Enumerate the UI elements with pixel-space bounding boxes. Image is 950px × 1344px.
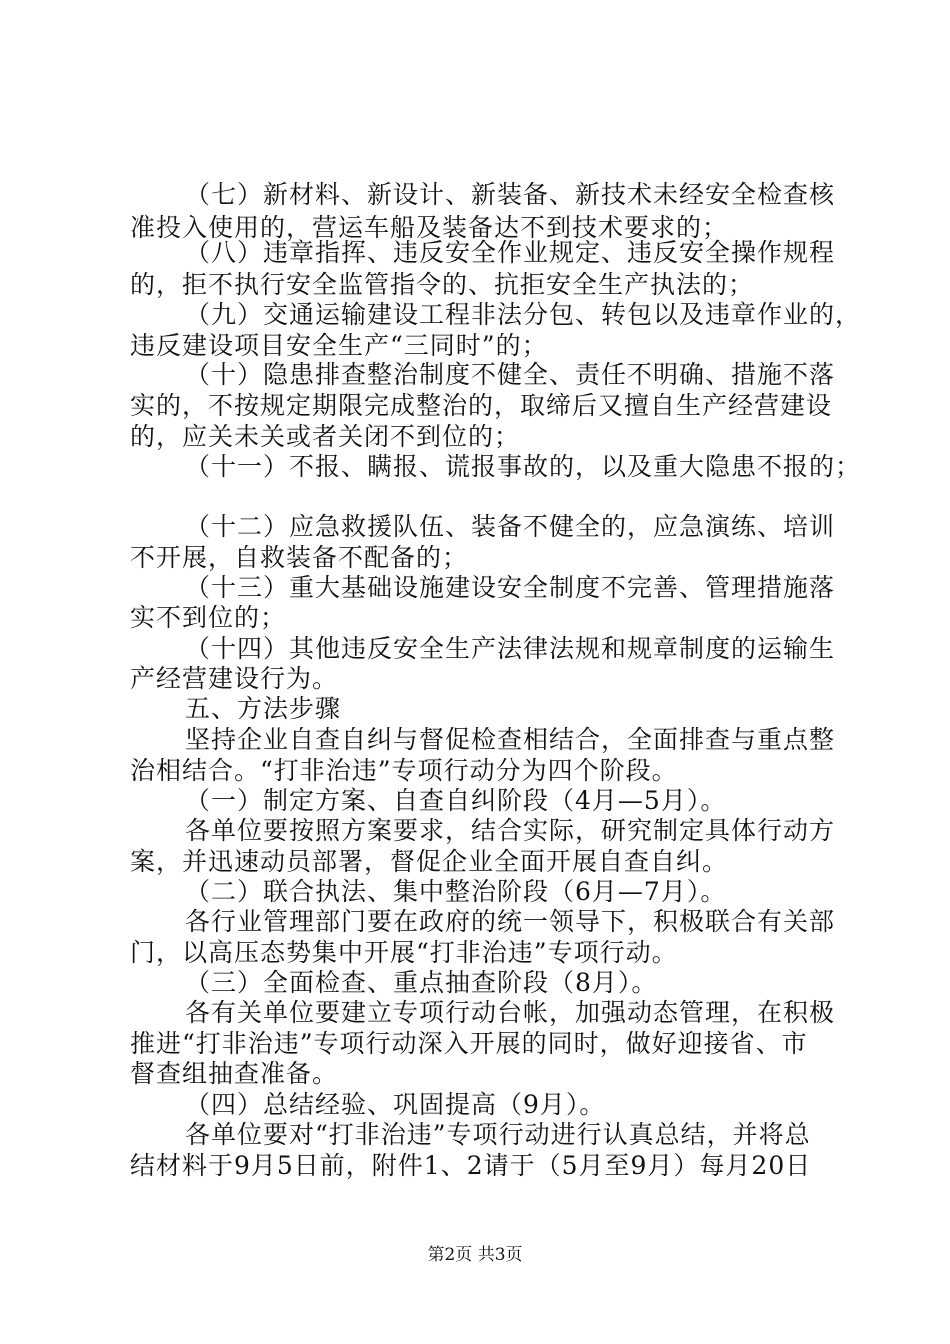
text-line: （七）新材料、新设计、新装备、新技术未经安全检查核 bbox=[185, 180, 836, 209]
text-line: 案，并迅速动员部署，督促企业全面开展自查自纠。 bbox=[130, 847, 729, 876]
text-line: 各有关单位要建立专项行动台帐，加强动态管理，在积极 bbox=[185, 998, 836, 1027]
text-line: （十一）不报、瞒报、谎报事故的，以及重大隐患不报的； bbox=[185, 452, 862, 481]
text-line: （四）总结经验、巩固提高（9月）。 bbox=[185, 1090, 606, 1119]
text-line: 各行业管理部门要在政府的统一领导下，积极联合有关部 bbox=[185, 907, 836, 936]
text-line: 治相结合。“打非治违”专项行动分为四个阶段。 bbox=[130, 756, 678, 785]
text-line: 推进“打非治违”专项行动深入开展的同时，做好迎接省、市 bbox=[130, 1029, 808, 1058]
text-line: 结材料于9月5日前，附件1、2请于（5月至9月）每月20日 bbox=[130, 1151, 812, 1180]
section-heading: 五、方法步骤 bbox=[185, 694, 342, 723]
text-line: 违反建设项目安全生产“三同时”的； bbox=[130, 331, 548, 360]
text-line: 实不到位的； bbox=[130, 603, 287, 632]
text-line: 各单位要对“打非治违”专项行动进行认真总结，并将总 bbox=[185, 1120, 811, 1149]
text-line: （三）全面检查、重点抽查阶段（8月）。 bbox=[185, 968, 658, 997]
text-line: 产经营建设行为。 bbox=[130, 664, 339, 693]
text-line: （十二）应急救援队伍、装备不健全的，应急演练、培训 bbox=[185, 512, 836, 541]
text-line: （一）制定方案、自查自纠阶段（4月—5月）。 bbox=[185, 786, 727, 815]
text-line: 实的，不按规定期限完成整治的，取缔后又擅自生产经营建设 bbox=[130, 391, 833, 420]
text-line: （二）联合执法、集中整治阶段（6月—7月）。 bbox=[185, 877, 727, 906]
text-line: （十）隐患排查整治制度不健全、责任不明确、措施不落 bbox=[185, 360, 836, 389]
text-line: 不开展，自救装备不配备的； bbox=[130, 543, 469, 572]
text-line: （十四）其他违反安全生产法律法规和规章制度的运输生 bbox=[185, 634, 836, 663]
text-line: 坚持企业自查自纠与督促检查相结合，全面排查与重点整 bbox=[185, 725, 836, 754]
text-line: （九）交通运输建设工程非法分包、转包以及违章作业的， bbox=[185, 300, 862, 329]
text-line: （十三）重大基础设施建设安全制度不完善、管理措施落 bbox=[185, 573, 836, 602]
text-line: （八）违章指挥、违反安全作业规定、违反安全操作规程 bbox=[185, 238, 836, 267]
page-number-footer: 第2页 共3页 bbox=[427, 1245, 523, 1265]
text-line: 门，以高压态势集中开展“打非治违”专项行动。 bbox=[130, 938, 678, 967]
text-line: 督查组抽查准备。 bbox=[130, 1059, 339, 1088]
text-line: 各单位要按照方案要求，结合实际，研究制定具体行动方 bbox=[185, 816, 836, 845]
text-line: 准投入使用的，营运车船及装备达不到技术要求的； bbox=[130, 213, 729, 242]
text-line: 的，拒不执行安全监管指令的、抗拒安全生产执法的； bbox=[130, 270, 755, 299]
text-line: 的，应关未关或者关闭不到位的； bbox=[130, 422, 521, 451]
